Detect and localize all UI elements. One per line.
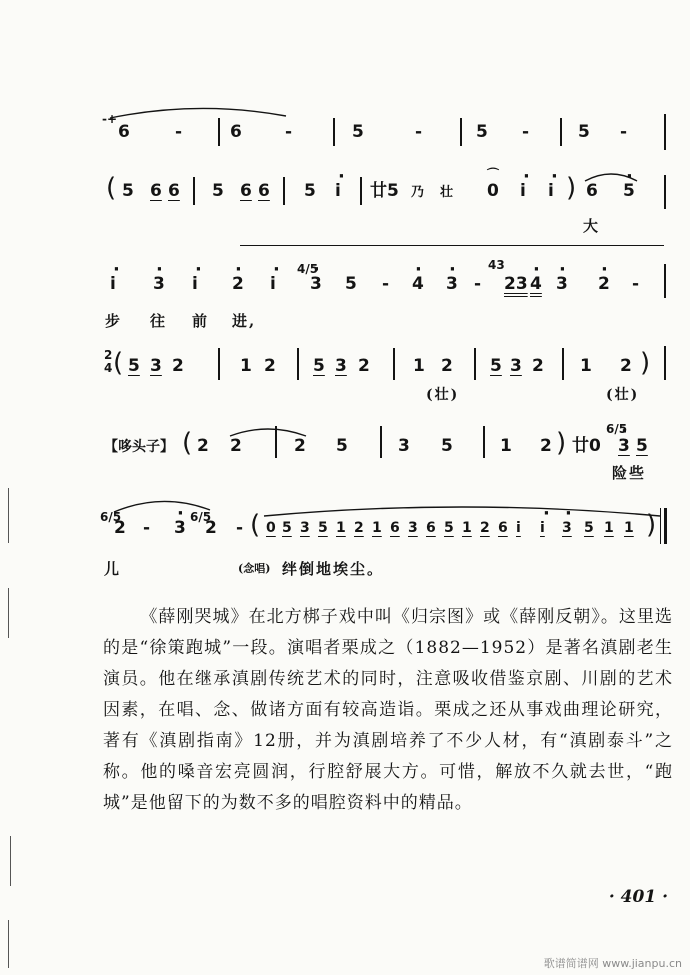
note: 6 xyxy=(230,122,242,142)
section-label: 【哆头子】 xyxy=(104,439,174,455)
note: 1 xyxy=(336,520,346,536)
score-line-5 xyxy=(0,422,690,482)
note-dash: - xyxy=(143,518,151,538)
note: 0 xyxy=(487,181,499,201)
note: 6 xyxy=(150,181,162,201)
note: 5 xyxy=(352,122,364,142)
score-line-2 xyxy=(0,167,690,235)
score-line-6 xyxy=(0,510,690,578)
note-dash: - xyxy=(632,274,640,294)
note: 5 xyxy=(444,520,454,536)
note: 3 xyxy=(398,436,410,456)
final-bar-line xyxy=(660,508,661,544)
slur xyxy=(262,506,662,518)
note: 2 xyxy=(441,356,453,376)
note-dash: - xyxy=(620,122,628,142)
note-dash: - xyxy=(175,122,183,142)
percussion-syllable: 壮 xyxy=(440,185,456,200)
slur xyxy=(108,106,288,120)
note: 5 xyxy=(490,356,502,376)
note: 6 xyxy=(168,181,180,201)
bar-line xyxy=(333,118,335,146)
note: 2 xyxy=(114,518,126,538)
note: 2 xyxy=(294,436,306,456)
lyric: 大 xyxy=(583,217,601,235)
open-paren: ( xyxy=(182,428,193,458)
note: 5 xyxy=(578,122,590,142)
note: · i xyxy=(110,274,116,294)
open-paren: ( xyxy=(106,173,117,203)
note: 2 xyxy=(172,356,184,376)
close-paren: ) xyxy=(640,348,651,378)
note: 5 xyxy=(441,436,453,456)
note-dash: - xyxy=(522,122,530,142)
note: 2 xyxy=(354,520,364,536)
margin-mark xyxy=(8,588,9,638)
note: · 3 xyxy=(174,518,186,538)
note: 5 xyxy=(313,356,325,376)
note: 3 xyxy=(408,520,418,536)
note: 5 xyxy=(318,520,328,536)
note: 1 xyxy=(462,520,472,536)
note: 2 xyxy=(205,518,217,538)
note: · 3 xyxy=(556,274,568,294)
time-signature-bottom: 4 xyxy=(104,361,113,375)
note: 3 xyxy=(335,356,347,376)
bar-line xyxy=(474,348,476,380)
score-line-1 xyxy=(0,112,690,152)
open-paren: ( xyxy=(113,348,124,378)
commentary xyxy=(103,602,673,819)
fermata-mark: ⌒ xyxy=(487,167,500,181)
note: 2 xyxy=(540,436,552,456)
note: · i xyxy=(335,181,341,201)
close-paren: ) xyxy=(646,510,657,540)
lyric: 前 xyxy=(192,312,210,330)
grace-note: 6/5 xyxy=(606,422,628,436)
grace-note: 6/5 xyxy=(190,510,212,524)
bar-line xyxy=(664,114,666,150)
grace-note: 4/5 xyxy=(297,262,319,276)
lyric: 绊倒地埃尘。 xyxy=(282,560,385,578)
aside: (壮) xyxy=(606,387,640,403)
aside: (念唱) xyxy=(238,562,271,575)
note: 1 xyxy=(413,356,425,376)
note: 2 xyxy=(197,436,209,456)
note: · 3 xyxy=(310,274,322,294)
bar-line xyxy=(275,426,277,458)
margin-mark xyxy=(8,920,9,968)
divider xyxy=(240,245,664,246)
note: 3 xyxy=(300,520,310,536)
bar-line xyxy=(283,177,285,205)
note: 2 xyxy=(358,356,370,376)
close-paren: ) xyxy=(566,173,577,203)
note: 2 xyxy=(264,356,276,376)
note: · 3 xyxy=(562,518,572,538)
margin-mark xyxy=(10,836,11,886)
note: 2 xyxy=(230,436,242,456)
bar-line xyxy=(483,426,485,458)
open-paren: ( xyxy=(250,510,261,540)
note: 5 xyxy=(476,122,488,142)
note: 6 xyxy=(390,520,400,536)
note: 5 xyxy=(304,181,316,201)
note-dash: - xyxy=(382,274,390,294)
note-sanban: 廿5 xyxy=(370,181,399,201)
note: · i xyxy=(520,181,526,201)
note: 1 xyxy=(240,356,252,376)
note: 5 xyxy=(282,520,292,536)
note: · i xyxy=(192,274,198,294)
repeat-mark: -+ xyxy=(102,112,118,126)
bar-line xyxy=(218,118,220,146)
score-line-4 xyxy=(0,348,690,403)
margin-mark xyxy=(8,488,9,543)
bar-line xyxy=(218,348,220,380)
note: · 3 xyxy=(618,436,630,456)
note: 6 xyxy=(118,122,130,142)
note: 5 xyxy=(584,520,594,536)
note: 2 xyxy=(480,520,490,536)
lyric: 儿 xyxy=(104,560,122,578)
time-signature-top: 2 xyxy=(104,348,113,362)
note: · 4 xyxy=(412,274,424,294)
percussion-syllable: 乃 xyxy=(411,185,427,200)
note: 3 xyxy=(150,356,162,376)
note: i xyxy=(516,520,521,536)
bar-line xyxy=(664,264,666,298)
bar-line xyxy=(297,348,299,380)
watermark: 歌谱简谱网 www.jianpu.cn xyxy=(543,957,682,970)
note: · 4 xyxy=(530,274,542,294)
note: 2 xyxy=(532,356,544,376)
bar-line xyxy=(460,118,462,146)
bar-line xyxy=(664,175,666,209)
aside: (壮) xyxy=(426,387,460,403)
score-line-3 xyxy=(0,258,690,330)
note: 5 xyxy=(128,356,140,376)
note: 6 xyxy=(258,181,270,201)
note: 1 xyxy=(604,520,614,536)
note: · 2 xyxy=(232,274,244,294)
note: · i xyxy=(540,518,545,538)
note-dash: - xyxy=(474,274,482,294)
note: · 2 xyxy=(598,274,610,294)
lyric: 险些 xyxy=(612,464,647,482)
note-dash: - xyxy=(415,122,423,142)
bar-line xyxy=(393,348,395,380)
bar-line xyxy=(380,426,382,458)
note: 6 xyxy=(586,181,598,201)
lyric: 进, xyxy=(232,312,257,330)
note: · i xyxy=(270,274,276,294)
note: 1 xyxy=(624,520,634,536)
note-sanban: 廿0 xyxy=(572,436,601,456)
bar-line xyxy=(562,348,564,380)
note: 5 xyxy=(212,181,224,201)
note: 1 xyxy=(580,356,592,376)
lyric: 步 xyxy=(105,312,123,330)
bar-line xyxy=(360,177,362,205)
note: 5 xyxy=(122,181,134,201)
lyric: 往 xyxy=(150,312,168,330)
note: 1 xyxy=(500,436,512,456)
note: · 3 xyxy=(153,274,165,294)
bar-line xyxy=(193,177,195,205)
note: 1 xyxy=(372,520,382,536)
grace-note: 43 xyxy=(488,258,505,272)
page-number: · 401 · xyxy=(608,887,668,907)
note: 5 xyxy=(636,436,648,456)
note-dash: - xyxy=(285,122,293,142)
final-bar-line xyxy=(664,508,667,544)
note: 6 xyxy=(240,181,252,201)
note: 5 xyxy=(345,274,357,294)
note: 0 xyxy=(266,520,276,536)
note: 23 xyxy=(504,274,528,294)
grace-note: 6/5 xyxy=(100,510,122,524)
note: 5 xyxy=(336,436,348,456)
note: 6 xyxy=(426,520,436,536)
note: · i xyxy=(548,181,554,201)
note-dash: - xyxy=(236,518,244,538)
bar-line xyxy=(560,118,562,146)
note: 3 xyxy=(510,356,522,376)
commentary-text: 《薛刚哭城》在北方梆子戏中叫《归宗图》或《薛刚反朝》。这里选的是“徐策跑城”一段。演唱者栗成之（1882—1952）是著名滇剧老生演员。他在继承滇剧传统艺术的同时，注意吸收借鉴京剧、川剧的艺术因素，在唱、念、做诸方面有较高造诣。栗成之还从事戏曲理论研究，著有《滇剧指南》12册，并为滇剧培养了不少人材，有“滇剧泰斗”之称。他的嗓音宏亮圆润，行腔舒展大方。可惜，解放不久就去世，“跑城”是他留下的为数不多的唱腔资料中的精品。 xyxy=(103,607,673,813)
bar-line xyxy=(664,346,666,380)
note: · 5 xyxy=(623,181,635,201)
note: · 3 xyxy=(446,274,458,294)
close-paren: ) xyxy=(556,428,567,458)
note: 2 xyxy=(620,356,632,376)
note: 6 xyxy=(498,520,508,536)
